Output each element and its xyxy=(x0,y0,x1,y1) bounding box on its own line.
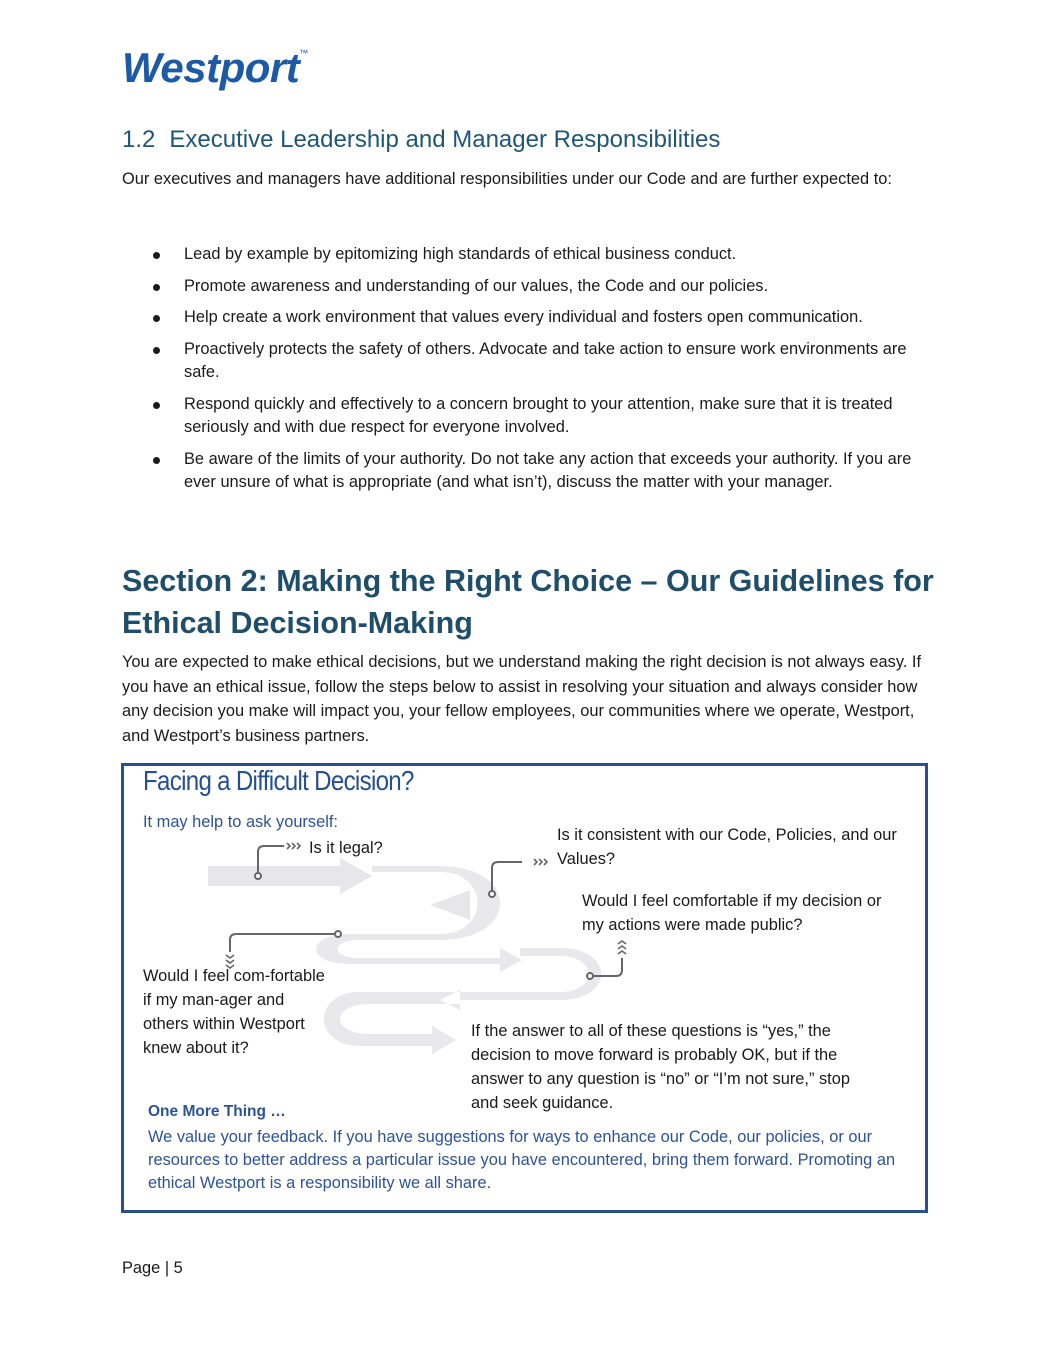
logo-text: Westport xyxy=(122,44,300,91)
logo-trademark: ™ xyxy=(299,48,308,58)
one-more-thing-text: We value your feedback. If you have suggestions for ways to enhance our Code, our policies, or our resources to better address a particular issue you have encountered, bring them forward. Promoting an ethical Westport is a responsibility we all share. xyxy=(148,1128,896,1192)
list-item-text: Lead by example by epitomizing high standards of ethical business conduct. xyxy=(184,245,737,263)
list-item-text: Promote awareness and understanding of our values, the Code and our policies. xyxy=(184,276,769,295)
chevron-up-icon xyxy=(618,941,626,954)
ask-prompt: It may help to ask yourself: xyxy=(143,813,338,831)
question-legal: Is it legal? xyxy=(309,839,383,857)
subsection-title: Executive Leadership and Manager Responsibilities xyxy=(169,126,721,153)
question-consistent: Is it consistent with our Code, Policies, and our Values? xyxy=(557,826,897,868)
list-item-text: Be aware of the limits of your authority. Do not take any action that exceeds your authority. If you are ever unsure of what is appropriate (and what isn’t), discuss the matter with your manager. xyxy=(184,449,912,491)
question-public: Would I feel comfortable if my decision or my actions were made public? xyxy=(582,892,882,934)
page-number: Page | 5 xyxy=(122,1259,183,1277)
list-item-text: Help create a work environment that values every individual and fosters open communication. xyxy=(184,308,863,326)
section-intro: You are expected to make ethical decisions, but we understand making the right decision is not always easy. If you have an ethical issue, follow the steps below to assist in resolving your situation and always consider how any decision you make will impact you, your fellow employees, our communities where we operate, Westport, and Westport’s business partners. xyxy=(122,653,922,745)
question-manager: Would I feel com-fortable if my man-ager and others within Westport knew about it? xyxy=(143,967,325,1057)
answer-guidance: If the answer to all of these questions is “yes,” the decision to move forward is probably OK, but if the answer to any question is “no” or “I’m not sure,” stop and seek guidance. xyxy=(471,1022,850,1112)
subsection-intro: Our executives and managers have additional responsibilities under our Code and are further expected to: xyxy=(122,170,892,188)
list-item-text: Respond quickly and effectively to a concern brought to your attention, make sure that it is treated seriously and with due respect for everyone involved. xyxy=(184,394,893,436)
one-more-thing-title: One More Thing … xyxy=(148,1103,286,1120)
list-item-text: Proactively protects the safety of others. Advocate and take action to ensure work environments are safe. xyxy=(184,339,907,381)
box-title: Facing a Difficult Decision? xyxy=(143,765,414,796)
subsection-number: 1.2 xyxy=(122,126,156,153)
section-heading: Section 2: Making the Right Choice – Our Guidelines for Ethical Decision-Making xyxy=(122,564,934,640)
